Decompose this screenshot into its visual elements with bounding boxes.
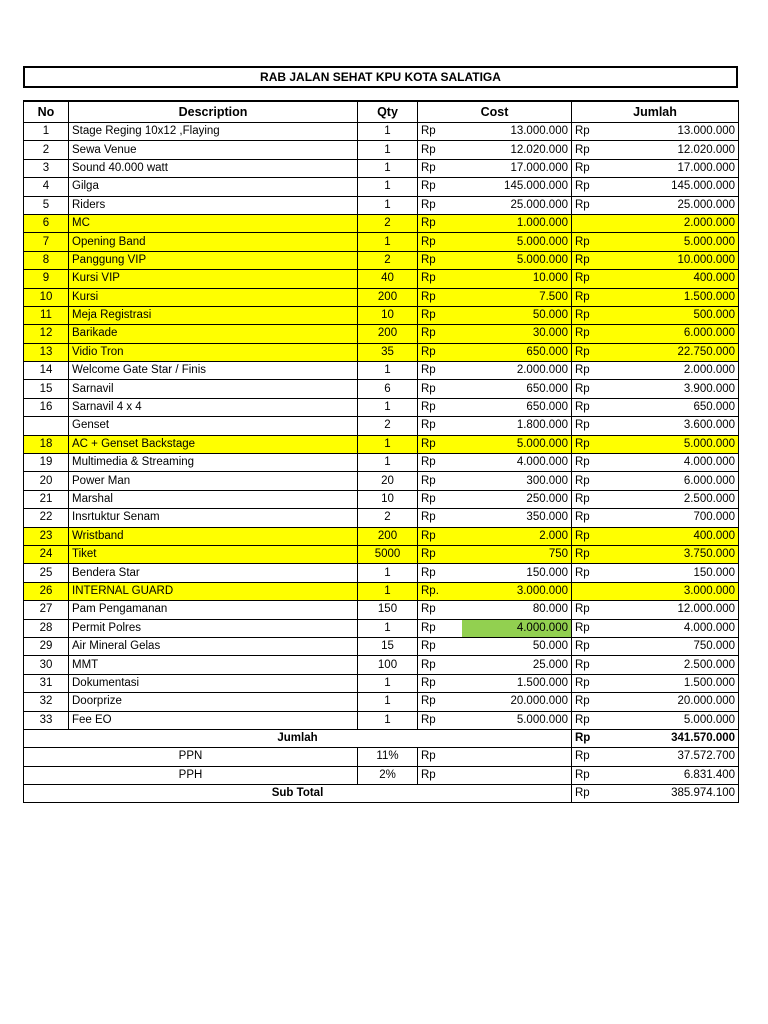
table-row [24, 472, 739, 490]
pph-label: PPH [24, 766, 358, 784]
row-cost-currency: Rp [418, 674, 462, 692]
row-total-currency [572, 214, 604, 232]
ppn-row [24, 748, 739, 766]
row-cost: 250.000 [462, 490, 572, 508]
row-qty: 35 [358, 343, 418, 361]
row-total-currency: Rp [572, 656, 604, 674]
row-total: 400.000 [604, 527, 739, 545]
table-row [24, 178, 739, 196]
row-description: Sarnavil 4 x 4 [69, 398, 358, 416]
row-total: 2.000.000 [604, 214, 739, 232]
row-no: 23 [24, 527, 69, 545]
row-total-currency: Rp [572, 362, 604, 380]
row-no: 21 [24, 490, 69, 508]
row-total: 750.000 [604, 637, 739, 655]
row-total: 17.000.000 [604, 159, 739, 177]
row-cost-currency: Rp [418, 472, 462, 490]
row-total-currency: Rp [572, 545, 604, 563]
row-cost-currency: Rp [418, 270, 462, 288]
table-row [24, 380, 739, 398]
row-no: 19 [24, 454, 69, 472]
row-no: 13 [24, 343, 69, 361]
row-total: 4.000.000 [604, 619, 739, 637]
row-cost-currency: Rp [418, 141, 462, 159]
row-no: 28 [24, 619, 69, 637]
row-no: 27 [24, 601, 69, 619]
row-description: Tiket [69, 545, 358, 563]
row-no [24, 417, 69, 435]
table-row [24, 214, 739, 232]
row-description: MC [69, 214, 358, 232]
row-total-currency: Rp [572, 306, 604, 324]
pph-value: 6.831.400 [604, 766, 739, 784]
row-qty: 40 [358, 270, 418, 288]
row-qty: 15 [358, 637, 418, 655]
subtotal-row [24, 785, 739, 803]
row-cost-currency: Rp [418, 196, 462, 214]
row-no: 1 [24, 123, 69, 141]
row-total: 12.020.000 [604, 141, 739, 159]
row-total-currency: Rp [572, 674, 604, 692]
jumlah-value: 341.570.000 [604, 729, 739, 747]
row-description: Kursi VIP [69, 270, 358, 288]
row-cost: 30.000 [462, 325, 572, 343]
row-qty: 1 [358, 693, 418, 711]
row-cost: 1.800.000 [462, 417, 572, 435]
row-total-currency: Rp [572, 490, 604, 508]
table-row [24, 435, 739, 453]
row-total: 5.000.000 [604, 435, 739, 453]
row-no: 20 [24, 472, 69, 490]
row-qty: 100 [358, 656, 418, 674]
row-description: Doorprize [69, 693, 358, 711]
table-row [24, 288, 739, 306]
row-total-currency [572, 582, 604, 600]
row-cost: 25.000 [462, 656, 572, 674]
row-no: 3 [24, 159, 69, 177]
row-qty: 1 [358, 711, 418, 729]
ppn-rp: Rp [418, 748, 572, 766]
row-description: Air Mineral Gelas [69, 637, 358, 655]
row-qty: 200 [358, 325, 418, 343]
row-qty: 1 [358, 123, 418, 141]
row-cost-currency: Rp [418, 509, 462, 527]
row-total-currency: Rp [572, 270, 604, 288]
row-description: INTERNAL GUARD [69, 582, 358, 600]
row-no: 33 [24, 711, 69, 729]
header-cost: Cost [418, 101, 572, 123]
row-cost-currency: Rp [418, 637, 462, 655]
row-cost: 350.000 [462, 509, 572, 527]
row-cost: 50.000 [462, 306, 572, 324]
table-row [24, 490, 739, 508]
row-total-currency: Rp [572, 325, 604, 343]
row-qty: 1 [358, 564, 418, 582]
row-qty: 10 [358, 306, 418, 324]
row-cost: 7.500 [462, 288, 572, 306]
row-no: 6 [24, 214, 69, 232]
table-row [24, 674, 739, 692]
row-qty: 6 [358, 380, 418, 398]
ppn-rate: 11% [358, 748, 418, 766]
table-row [24, 306, 739, 324]
row-total-currency: Rp [572, 417, 604, 435]
table-body [24, 123, 739, 730]
row-qty: 2 [358, 417, 418, 435]
row-no: 32 [24, 693, 69, 711]
row-cost: 150.000 [462, 564, 572, 582]
row-cost-currency: Rp [418, 564, 462, 582]
row-qty: 1 [358, 159, 418, 177]
pph-row [24, 766, 739, 784]
row-no: 25 [24, 564, 69, 582]
row-cost: 4.000.000 [462, 619, 572, 637]
budget-sheet [23, 66, 738, 803]
row-no: 10 [24, 288, 69, 306]
table-row [24, 343, 739, 361]
row-total-currency: Rp [572, 564, 604, 582]
row-cost-currency: Rp [418, 362, 462, 380]
table-row [24, 417, 739, 435]
row-cost-currency: Rp [418, 288, 462, 306]
row-total: 3.900.000 [604, 380, 739, 398]
row-description: Marshal [69, 490, 358, 508]
row-description: Dokumentasi [69, 674, 358, 692]
row-cost: 10.000 [462, 270, 572, 288]
row-total-currency: Rp [572, 159, 604, 177]
row-cost: 750 [462, 545, 572, 563]
jumlah-label: Jumlah [24, 729, 572, 747]
row-cost-currency: Rp [418, 656, 462, 674]
header-row [24, 101, 739, 123]
row-cost-currency: Rp [418, 601, 462, 619]
table-row [24, 398, 739, 416]
row-total: 150.000 [604, 564, 739, 582]
subtotal-value: 385.974.100 [604, 785, 739, 803]
row-total: 12.000.000 [604, 601, 739, 619]
row-cost: 5.000.000 [462, 251, 572, 269]
row-qty: 10 [358, 490, 418, 508]
row-total-currency: Rp [572, 380, 604, 398]
row-qty: 2 [358, 509, 418, 527]
pph-rate: 2% [358, 766, 418, 784]
row-cost: 13.000.000 [462, 123, 572, 141]
table-row [24, 601, 739, 619]
table-row [24, 527, 739, 545]
row-description: Sound 40.000 watt [69, 159, 358, 177]
row-description: Insrtuktur Senam [69, 509, 358, 527]
row-no: 31 [24, 674, 69, 692]
ppn-rp-total: Rp [572, 748, 604, 766]
row-description: Sarnavil [69, 380, 358, 398]
table-row [24, 325, 739, 343]
row-total-currency: Rp [572, 527, 604, 545]
row-total: 10.000.000 [604, 251, 739, 269]
row-total-currency: Rp [572, 343, 604, 361]
table-row [24, 141, 739, 159]
row-cost-currency: Rp [418, 693, 462, 711]
row-total-currency: Rp [572, 141, 604, 159]
row-total: 700.000 [604, 509, 739, 527]
jumlah-rp: Rp [572, 729, 604, 747]
row-description: Multimedia & Streaming [69, 454, 358, 472]
row-no: 12 [24, 325, 69, 343]
row-total: 22.750.000 [604, 343, 739, 361]
row-qty: 2 [358, 214, 418, 232]
row-cost: 1.000.000 [462, 214, 572, 232]
row-no: 4 [24, 178, 69, 196]
row-description: Sewa Venue [69, 141, 358, 159]
row-qty: 1 [358, 362, 418, 380]
row-total: 400.000 [604, 270, 739, 288]
ppn-label: PPN [24, 748, 358, 766]
subtotal-rp: Rp [572, 785, 604, 803]
row-cost-currency: Rp [418, 325, 462, 343]
row-description: AC + Genset Backstage [69, 435, 358, 453]
table-row [24, 693, 739, 711]
header-no: No [24, 101, 69, 123]
row-qty: 1 [358, 674, 418, 692]
row-total-currency: Rp [572, 233, 604, 251]
row-cost-currency: Rp [418, 398, 462, 416]
row-cost-currency: Rp [418, 159, 462, 177]
row-description: Meja Registrasi [69, 306, 358, 324]
row-total-currency: Rp [572, 435, 604, 453]
row-qty: 1 [358, 454, 418, 472]
jumlah-row [24, 729, 739, 747]
row-total: 2.500.000 [604, 490, 739, 508]
sheet-title: RAB JALAN SEHAT KPU KOTA SALATIGA [23, 66, 738, 88]
table-row [24, 711, 739, 729]
row-total-currency: Rp [572, 619, 604, 637]
row-cost: 1.500.000 [462, 674, 572, 692]
row-qty: 150 [358, 601, 418, 619]
row-cost: 5.000.000 [462, 435, 572, 453]
row-total: 650.000 [604, 398, 739, 416]
row-no: 2 [24, 141, 69, 159]
row-total: 20.000.000 [604, 693, 739, 711]
table-row [24, 123, 739, 141]
row-total: 2.000.000 [604, 362, 739, 380]
row-qty: 5000 [358, 545, 418, 563]
row-qty: 1 [358, 196, 418, 214]
row-total: 13.000.000 [604, 123, 739, 141]
row-total: 1.500.000 [604, 674, 739, 692]
row-qty: 1 [358, 141, 418, 159]
table-row [24, 159, 739, 177]
row-total-currency: Rp [572, 288, 604, 306]
row-qty: 20 [358, 472, 418, 490]
row-cost-currency: Rp [418, 417, 462, 435]
row-cost: 3.000.000 [462, 582, 572, 600]
header-qty: Qty [358, 101, 418, 123]
row-cost: 145.000.000 [462, 178, 572, 196]
row-total: 25.000.000 [604, 196, 739, 214]
row-total: 4.000.000 [604, 454, 739, 472]
budget-table [23, 100, 739, 803]
table-row [24, 619, 739, 637]
row-total-currency: Rp [572, 251, 604, 269]
row-total-currency: Rp [572, 472, 604, 490]
row-cost-currency: Rp [418, 380, 462, 398]
header-description: Description [69, 101, 358, 123]
row-no: 8 [24, 251, 69, 269]
row-total: 3.600.000 [604, 417, 739, 435]
table-row [24, 545, 739, 563]
row-description: Fee EO [69, 711, 358, 729]
row-cost-currency: Rp [418, 178, 462, 196]
row-cost: 20.000.000 [462, 693, 572, 711]
row-no: 29 [24, 637, 69, 655]
row-cost: 17.000.000 [462, 159, 572, 177]
table-row [24, 196, 739, 214]
summary-body [24, 729, 739, 803]
row-total: 500.000 [604, 306, 739, 324]
row-cost: 2.000.000 [462, 362, 572, 380]
row-qty: 2 [358, 251, 418, 269]
row-cost-currency: Rp [418, 306, 462, 324]
row-cost: 80.000 [462, 601, 572, 619]
row-cost-currency: Rp [418, 527, 462, 545]
row-no: 14 [24, 362, 69, 380]
table-row [24, 637, 739, 655]
row-description: Panggung VIP [69, 251, 358, 269]
row-description: Vidio Tron [69, 343, 358, 361]
row-description: Kursi [69, 288, 358, 306]
row-description: Permit Polres [69, 619, 358, 637]
row-total-currency: Rp [572, 123, 604, 141]
row-qty: 1 [358, 582, 418, 600]
row-cost-currency: Rp [418, 619, 462, 637]
row-cost: 4.000.000 [462, 454, 572, 472]
row-no: 18 [24, 435, 69, 453]
row-total: 3.000.000 [604, 582, 739, 600]
row-qty: 1 [358, 178, 418, 196]
row-qty: 1 [358, 619, 418, 637]
row-cost: 5.000.000 [462, 233, 572, 251]
row-cost: 12.020.000 [462, 141, 572, 159]
header-jumlah: Jumlah [572, 101, 739, 123]
row-cost-currency: Rp [418, 214, 462, 232]
row-cost-currency: Rp [418, 454, 462, 472]
row-cost: 650.000 [462, 343, 572, 361]
row-description: Riders [69, 196, 358, 214]
row-cost: 50.000 [462, 637, 572, 655]
row-cost: 5.000.000 [462, 711, 572, 729]
row-total-currency: Rp [572, 454, 604, 472]
row-total: 3.750.000 [604, 545, 739, 563]
row-cost-currency: Rp [418, 711, 462, 729]
table-row [24, 233, 739, 251]
row-cost: 2.000 [462, 527, 572, 545]
table-row [24, 656, 739, 674]
table-row [24, 362, 739, 380]
row-total-currency: Rp [572, 509, 604, 527]
table-row [24, 582, 739, 600]
row-cost-currency: Rp [418, 343, 462, 361]
row-total-currency: Rp [572, 637, 604, 655]
row-total: 6.000.000 [604, 325, 739, 343]
row-description: Welcome Gate Star / Finis [69, 362, 358, 380]
row-total: 1.500.000 [604, 288, 739, 306]
row-cost-currency: Rp [418, 251, 462, 269]
row-qty: 1 [358, 398, 418, 416]
row-description: Wristband [69, 527, 358, 545]
row-no: 7 [24, 233, 69, 251]
row-total: 5.000.000 [604, 233, 739, 251]
row-total-currency: Rp [572, 196, 604, 214]
row-cost-currency: Rp. [418, 582, 462, 600]
row-description: Power Man [69, 472, 358, 490]
table-row [24, 270, 739, 288]
row-qty: 200 [358, 288, 418, 306]
row-description: Opening Band [69, 233, 358, 251]
row-total-currency: Rp [572, 711, 604, 729]
row-no: 30 [24, 656, 69, 674]
row-qty: 1 [358, 233, 418, 251]
row-description: Stage Reging 10x12 ,Flaying [69, 123, 358, 141]
row-cost-currency: Rp [418, 545, 462, 563]
row-description: Bendera Star [69, 564, 358, 582]
row-description: Barikade [69, 325, 358, 343]
row-description: MMT [69, 656, 358, 674]
row-total: 145.000.000 [604, 178, 739, 196]
subtotal-label: Sub Total [24, 785, 572, 803]
row-description: Pam Pengamanan [69, 601, 358, 619]
row-total-currency: Rp [572, 398, 604, 416]
row-cost: 650.000 [462, 398, 572, 416]
table-row [24, 564, 739, 582]
row-no: 26 [24, 582, 69, 600]
row-total-currency: Rp [572, 601, 604, 619]
row-cost-currency: Rp [418, 123, 462, 141]
row-no: 11 [24, 306, 69, 324]
row-cost-currency: Rp [418, 435, 462, 453]
pph-rp-total: Rp [572, 766, 604, 784]
row-description: Gilga [69, 178, 358, 196]
row-cost: 650.000 [462, 380, 572, 398]
row-qty: 200 [358, 527, 418, 545]
ppn-value: 37.572.700 [604, 748, 739, 766]
row-cost: 300.000 [462, 472, 572, 490]
row-no: 22 [24, 509, 69, 527]
table-row [24, 509, 739, 527]
row-cost-currency: Rp [418, 490, 462, 508]
row-qty: 1 [358, 435, 418, 453]
row-cost: 25.000.000 [462, 196, 572, 214]
pph-rp: Rp [418, 766, 572, 784]
row-no: 16 [24, 398, 69, 416]
row-no: 15 [24, 380, 69, 398]
row-total: 2.500.000 [604, 656, 739, 674]
row-total: 6.000.000 [604, 472, 739, 490]
row-cost-currency: Rp [418, 233, 462, 251]
row-no: 24 [24, 545, 69, 563]
row-total: 5.000.000 [604, 711, 739, 729]
row-total-currency: Rp [572, 178, 604, 196]
row-total-currency: Rp [572, 693, 604, 711]
table-row [24, 251, 739, 269]
row-no: 5 [24, 196, 69, 214]
row-description: Genset [69, 417, 358, 435]
row-no: 9 [24, 270, 69, 288]
table-row [24, 454, 739, 472]
